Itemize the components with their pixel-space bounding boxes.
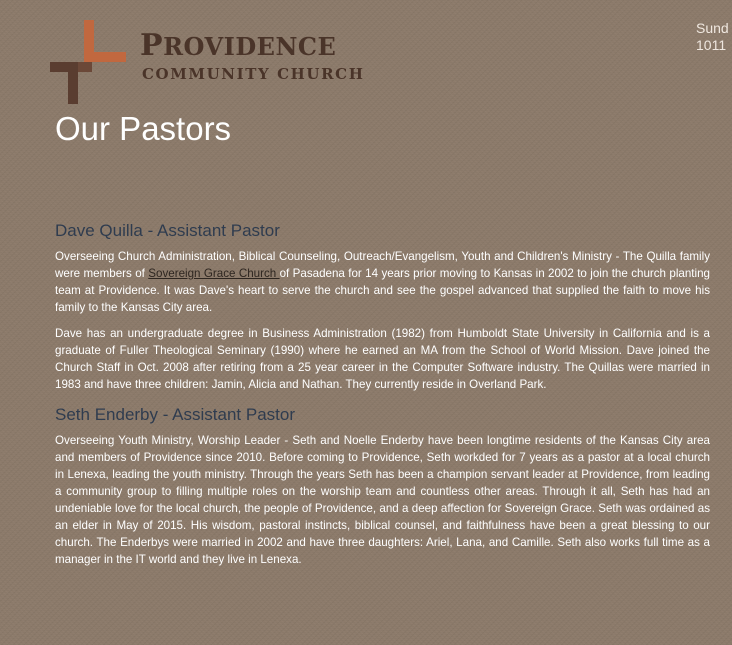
logo-church-name: PROVIDENCE bbox=[140, 28, 337, 63]
pastor-bio-paragraph: Dave has an undergraduate degree in Business Administration (1982) from Humboldt State University in California and is a graduate of Fuller Theological Seminary (1990) where he earned an MA from the School of World Mission. Dave joined the Church Staff in Oct. 2008 after retiring from a 25 year career in the Computer Software industry. The Quillas were married in 1983 and have three children: Jamin, Alicia and Nathan. They currently reside in Overland Park. bbox=[55, 327, 710, 391]
pastor-name-heading: Dave Quilla - Assistant Pastor bbox=[55, 221, 280, 240]
pastors-content bbox=[55, 220, 710, 577]
pastor-bio-paragraph: Overseeing Youth Ministry, Worship Leader - Seth and Noelle Enderby have been longtime residents of the Kansas City area and members of Providence since 2010. Before coming to Providence, Seth workded for 7 years as a pastor at a local church in Lenexa, leading the youth ministry. Through the years Seth has been a champion servant leader at Providence, from leading a community group to filling multiple roles on the worship team and countless other areas. Through it all, Seth has had an undeniable love for the local church, the people of Providence, and a deep affection for Sovereign Grace. Seth was ordained as an elder in May of 2015. His wisdom, pastoral instincts, biblical counsel, and faithfulness have been a great blessing to our church. The Enderbys were married in 2002 and have three daughters: Ariel, Lana, and Camille. Seth also works full time as a manager in the IT world and they live in Lenexa. bbox=[55, 434, 710, 566]
page-title: Our Pastors bbox=[55, 110, 232, 147]
pastor-section-seth-enderby bbox=[55, 404, 710, 568]
pastor-name-heading: Seth Enderby - Assistant Pastor bbox=[55, 405, 296, 424]
logo-church-subtitle: COMMUNITY CHURCH bbox=[142, 65, 365, 83]
service-time-text: 1011 bbox=[696, 37, 727, 53]
church-logo-link[interactable] bbox=[48, 18, 365, 108]
sovereign-grace-church-link[interactable]: Sovereign Grace Church bbox=[148, 267, 280, 280]
pastor-bio-paragraph: Overseeing Church Administration, Biblical Counseling, Outreach/Evangelism, Youth and Children's Ministry - The Quilla family were members of Sovereign Grace Church of Pasadena for 14 years prior moving to Kansas in 2002 to join the church planting team at Providence. It was Dave's heart to serve the church and see the gospel advanced that supplied the faith to move his family to the Kansas City area. bbox=[55, 250, 710, 314]
service-day-text: Sund bbox=[696, 20, 729, 36]
pastor-section-dave-quilla bbox=[55, 220, 710, 393]
service-times bbox=[696, 20, 729, 54]
cross-logo-icon bbox=[48, 18, 128, 106]
logo-wordmark bbox=[140, 30, 364, 85]
